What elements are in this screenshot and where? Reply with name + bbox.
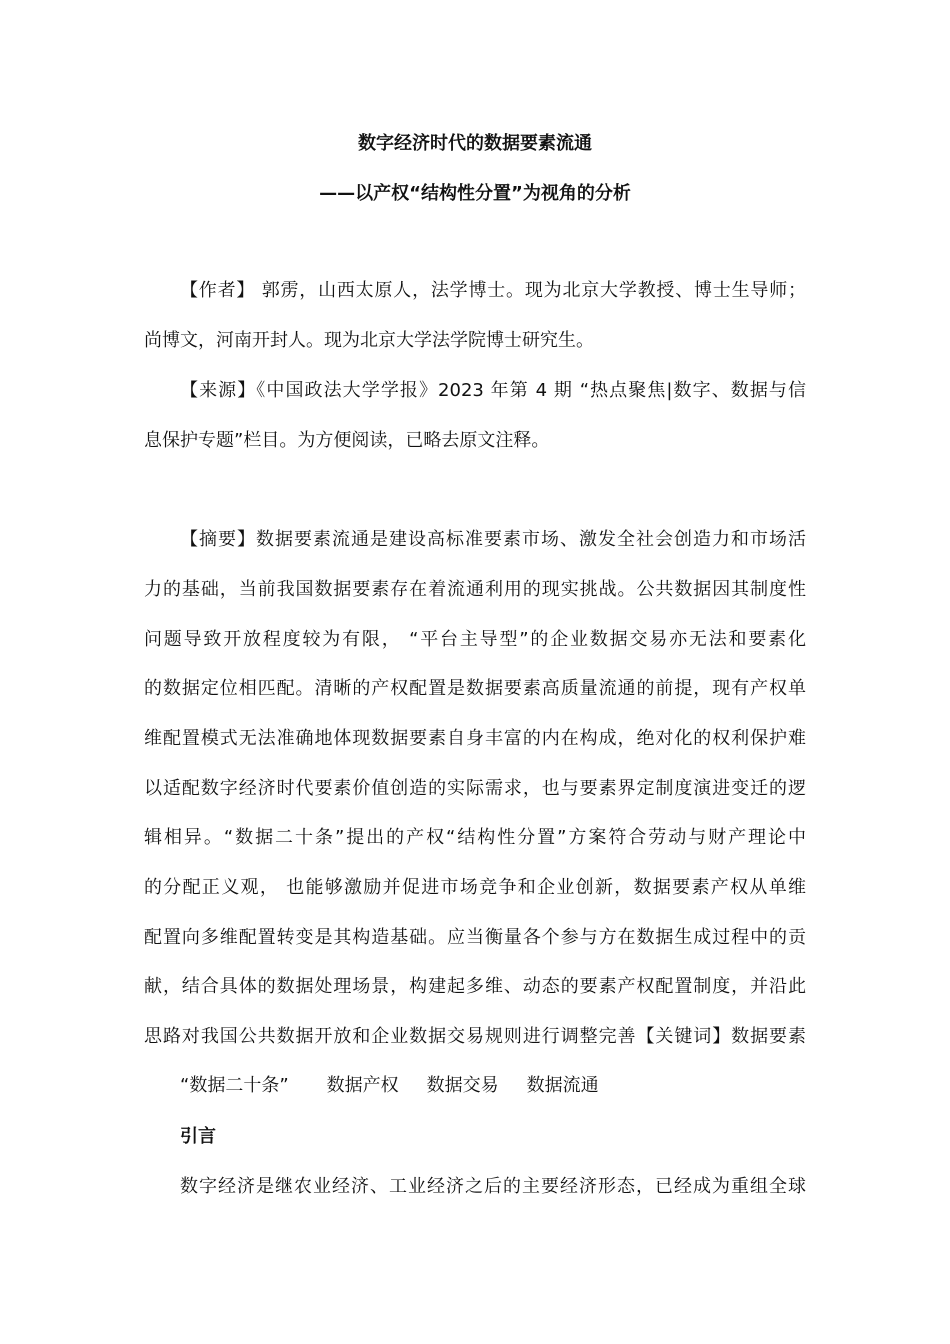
author-line-2: 尚博文，河南开封人。现为北京大学法学院博士研究生。 <box>144 330 594 351</box>
keyword: 数据流通 <box>526 1075 599 1096</box>
keywords-line <box>180 1073 599 1099</box>
intro-line-1: 数字经济是继农业经济、工业经济之后的主要经济形态，已经成为重组全球 <box>180 1176 806 1197</box>
section-heading-intro: 引言 <box>180 1126 216 1147</box>
abstract-line-11: 思路对我国公共数据开放和企业数据交易规则进行调整完善【关键词】数据要素 <box>144 1026 806 1047</box>
abstract-line-10: 献，结合具体的数据处理场景，构建起多维、动态的要素产权配置制度，并沿此 <box>144 976 806 997</box>
abstract-line-3: 问题导致开放程度较为有限， “平台主导型”的企业数据交易亦无法和要素化 <box>144 629 806 650</box>
source-line-2: 息保护专题”栏目。为方便阅读，已略去原文注释。 <box>144 430 550 451</box>
author-line-1: 【作者】 郭雳，山西太原人，法学博士。现为北京大学教授、博士生导师； <box>180 280 806 301</box>
keyword: 数据交易 <box>426 1075 499 1096</box>
keyword: “数据二十条” <box>180 1075 289 1096</box>
keyword: 数据产权 <box>326 1075 399 1096</box>
source-line-1: 【来源】《中国政法大学学报》2023 年第 4 期 “热点聚焦|数字、数据与信 <box>180 380 806 401</box>
abstract-line-8: 的分配正义观， 也能够激励并促进市场竞争和企业创新，数据要素产权从单维 <box>144 877 806 898</box>
document-subtitle: ——以产权“结构性分置”为视角的分析 <box>319 183 631 204</box>
abstract-line-6: 以适配数字经济时代要素价值创造的实际需求，也与要素界定制度演进变迁的逻 <box>144 778 806 799</box>
abstract-line-5: 维配置模式无法准确地体现数据要素自身丰富的内在构成，绝对化的权利保护难 <box>144 728 806 749</box>
document-title: 数字经济时代的数据要素流通 <box>358 133 592 154</box>
abstract-line-9: 配置向多维配置转变是其构造基础。应当衡量各个参与方在数据生成过程中的贡 <box>144 927 806 948</box>
abstract-line-7: 辑相异。“数据二十条”提出的产权“结构性分置”方案符合劳动与财产理论中 <box>144 827 806 848</box>
abstract-line-2: 力的基础，当前我国数据要素存在着流通利用的现实挑战。公共数据因其制度性 <box>144 579 806 600</box>
abstract-line-1: 【摘要】数据要素流通是建设高标准要素市场、激发全社会创造力和市场活 <box>180 529 806 550</box>
abstract-line-4: 的数据定位相匹配。清晰的产权配置是数据要素高质量流通的前提，现有产权单 <box>144 678 806 699</box>
